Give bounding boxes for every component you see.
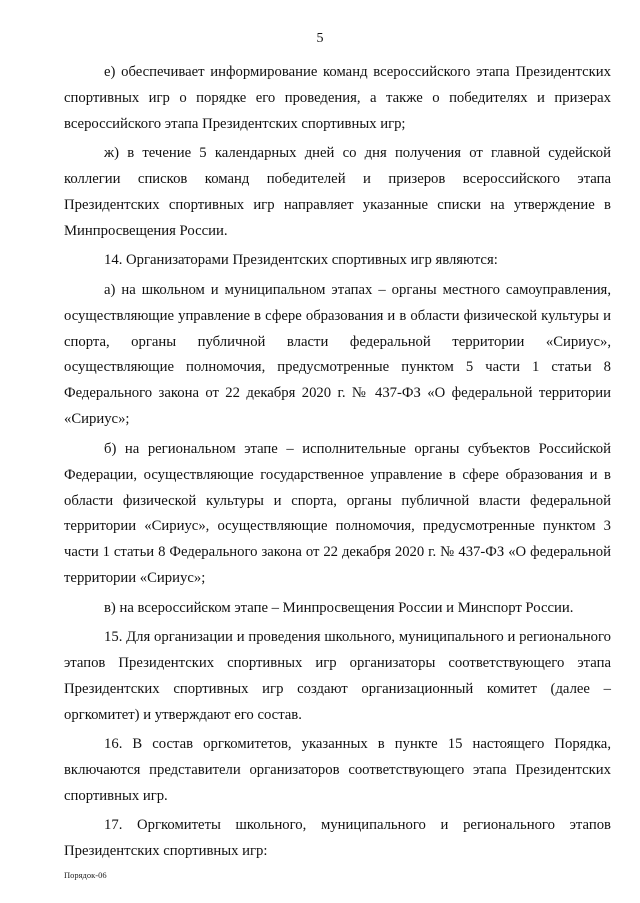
paragraph-16: 16. В состав оргкомитетов, указанных в пункте 15 настоящего Порядка, включаются представители организаторов соответствующего этапа Президентских спортивных игр. — [64, 736, 611, 804]
paragraph-item-e: е) обеспечивает информирование команд всероссийского этапа Президентских спортивных игр о порядке его проведения, а также о победителях и призерах всероссийского этапа Президентских спортивных игр; — [64, 64, 611, 132]
paragraph-14-b: б) на региональном этапе – исполнительные органы субъектов Российской Федерации, осуществляющие государственное управление в сфере образования и в области физической культуры и спорта, органы публичной власти федеральной территории «Сириус», осуществляющие полномочия, предусмотренные пунктом 3 части 1 статьи 8 Федерального закона от 22 декабря 2020 г. № 437-ФЗ «О федеральной территории «Сириус»; — [64, 440, 611, 587]
paragraph-14: 14. Организаторами Президентских спортивных игр являются: — [104, 252, 498, 269]
paragraph-17: 17. Оргкомитеты школьного, муниципального и регионального этапов Президентских спортивных игр: — [64, 817, 611, 860]
paragraph-item-zh: ж) в течение 5 календарных дней со дня получения от главной судейской коллегии списков команд победителей и призеров всероссийского этапа Президентских спортивных игр направляет указанные списки на утверждение в Минпросвещения России. — [64, 145, 611, 239]
document-body — [64, 60, 611, 865]
paragraph-14-a: а) на школьном и муниципальном этапах – органы местного самоуправления, осуществляющие управление в сфере образования и в области физической культуры и спорта, органы публичной власти федеральной территории «Сириус», осуществляющие полномочия, предусмотренные пунктом 5 части 1 статьи 8 Федерального закона от 22 декабря 2020 г. № 437-ФЗ «О федеральной территории «Сириус»; — [64, 281, 611, 428]
footer-document-code: Порядок-06 — [64, 870, 107, 880]
paragraph-14-v: в) на всероссийском этапе – Минпросвещения России и Минспорт России. — [104, 599, 574, 616]
paragraph-15: 15. Для организации и проведения школьного, муниципального и регионального этапов Президентских спортивных игр организаторы соответствующего этапа Президентских спортивных игр создают организационный комитет (далее – оргкомитет) и утверждают его состав. — [64, 629, 611, 723]
page-number: 5 — [316, 31, 324, 46]
